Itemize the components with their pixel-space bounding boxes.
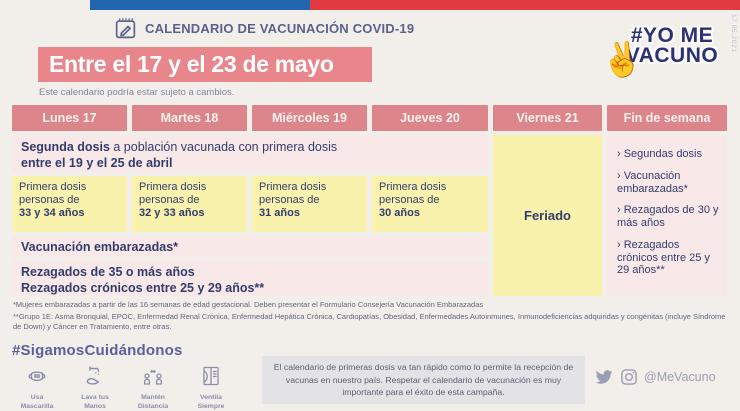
logo-line2: VACUNO xyxy=(625,43,719,67)
footnote-group1e: **Grupo 1E: Asma Bronquial, EPOC, Enfermedad Renal Crónica, Enfermedad Hepática Crónica, Cardiopatías, Obesidad, Enfermedades Autoinmunes, Inmunodeficiencias adquiridas y congénitas (incluye Síndrome de Down) y Cáncer en Tratamiento, entre otras. xyxy=(13,312,726,332)
laggards-row xyxy=(12,261,488,296)
second-dose-body: a población vacunada con primera dosis xyxy=(109,140,338,154)
first-dose-ages: 32 y 33 años xyxy=(139,207,205,220)
footnotes xyxy=(13,300,731,332)
measure-label: Lava tus Manos xyxy=(81,394,109,410)
first-dose-ages: 30 años xyxy=(379,207,420,220)
distance-icon xyxy=(141,364,165,388)
disclaimer-text: Este calendario podría estar sujeto a cambios. xyxy=(39,87,235,98)
first-dose-text: Primera dosis personas de xyxy=(379,181,447,207)
first-dose-cell-thursday xyxy=(372,176,488,232)
day-header-tuesday: Martes 18 xyxy=(132,105,247,131)
day-header-monday: Lunes 17 xyxy=(12,105,127,131)
pregnant-row: Vacunación embarazadas* xyxy=(12,236,488,257)
prevention-measures xyxy=(14,364,234,411)
weekend-cell xyxy=(607,135,727,296)
campaign-hashtag: #SigamosCuidándonos xyxy=(12,342,183,359)
first-dose-text: Primera dosis personas de xyxy=(19,181,87,207)
day-header-wednesday: Miércoles 19 xyxy=(252,105,367,131)
first-dose-ages: 31 años xyxy=(259,207,300,220)
ventilate-icon xyxy=(199,364,223,388)
twitter-icon xyxy=(594,367,614,387)
social-handle: @MeVacuno xyxy=(644,370,716,384)
first-dose-cell-wednesday xyxy=(252,176,367,232)
laggards-line1: Rezagados de 35 o más años xyxy=(21,265,195,279)
yomevacuno-logo xyxy=(596,24,727,83)
side-date: 17.05.2021 xyxy=(730,14,737,53)
second-dose-dates: entre el 19 y el 25 de abril xyxy=(21,156,173,171)
vaccination-table xyxy=(12,105,727,296)
calendar-icon xyxy=(113,16,138,41)
second-dose-row xyxy=(12,135,488,172)
first-dose-cell-monday xyxy=(12,176,127,232)
day-header-friday: Viernes 21 xyxy=(493,105,602,131)
day-header-weekend: Fin de semana xyxy=(607,105,727,131)
info-box: El calendario de primeras dosis va tan rápido como lo permite la recepción de vacunas en nuestro país. Respetar el calendario de vacunación es muy importante para el éxito de esta campaña. xyxy=(262,356,585,404)
measure-label: Mantén Distancia xyxy=(137,394,169,410)
measure-label: Usa Mascarilla xyxy=(20,394,54,410)
flag-bar-blue xyxy=(90,0,310,10)
first-dose-text: Primera dosis personas de xyxy=(259,181,327,207)
first-dose-cell-tuesday xyxy=(132,176,247,232)
measure-mask xyxy=(14,364,60,411)
logo-line1: #YO ME xyxy=(630,24,714,47)
wash-hands-icon xyxy=(83,364,107,388)
weekend-item: › Rezagados crónicos entre 25 y 29 años** xyxy=(617,238,710,277)
holiday-cell: Feriado xyxy=(493,135,602,296)
measure-wash-hands xyxy=(72,364,118,411)
laggards-line2: Rezagados crónicos entre 25 y 29 años** xyxy=(21,281,265,296)
footnote-pregnant: *Mujeres embarazadas a partir de las 16 semanas de edad gestacional. Deben presentar el Formulario Consejería Vacunación Embarazadas xyxy=(13,300,484,309)
measure-ventilate xyxy=(188,364,234,411)
header xyxy=(113,16,414,41)
page-title: CALENDARIO DE VACUNACIÓN COVID-19 xyxy=(145,21,415,36)
second-dose-lead: Segunda dosis xyxy=(21,140,110,154)
first-dose-text: Primera dosis personas de xyxy=(139,181,207,207)
first-dose-ages: 33 y 34 años xyxy=(19,207,85,220)
mask-icon xyxy=(25,364,49,388)
weekend-item: › Rezagados de 30 y más años xyxy=(617,204,719,229)
weekend-item: › Vacunación embarazadas* xyxy=(617,169,688,195)
measure-distance xyxy=(130,364,176,411)
social-media xyxy=(594,367,716,387)
instagram-icon xyxy=(619,367,639,387)
peace-hand-icon: ✌ xyxy=(596,36,647,83)
date-range-banner: Entre el 17 y el 23 de mayo xyxy=(38,47,372,82)
weekend-item: › Segundas dosis xyxy=(617,148,702,160)
measure-label: Ventila Siempre xyxy=(197,394,225,410)
flag-bar-red xyxy=(310,0,740,10)
day-header-thursday: Jueves 20 xyxy=(372,105,488,131)
